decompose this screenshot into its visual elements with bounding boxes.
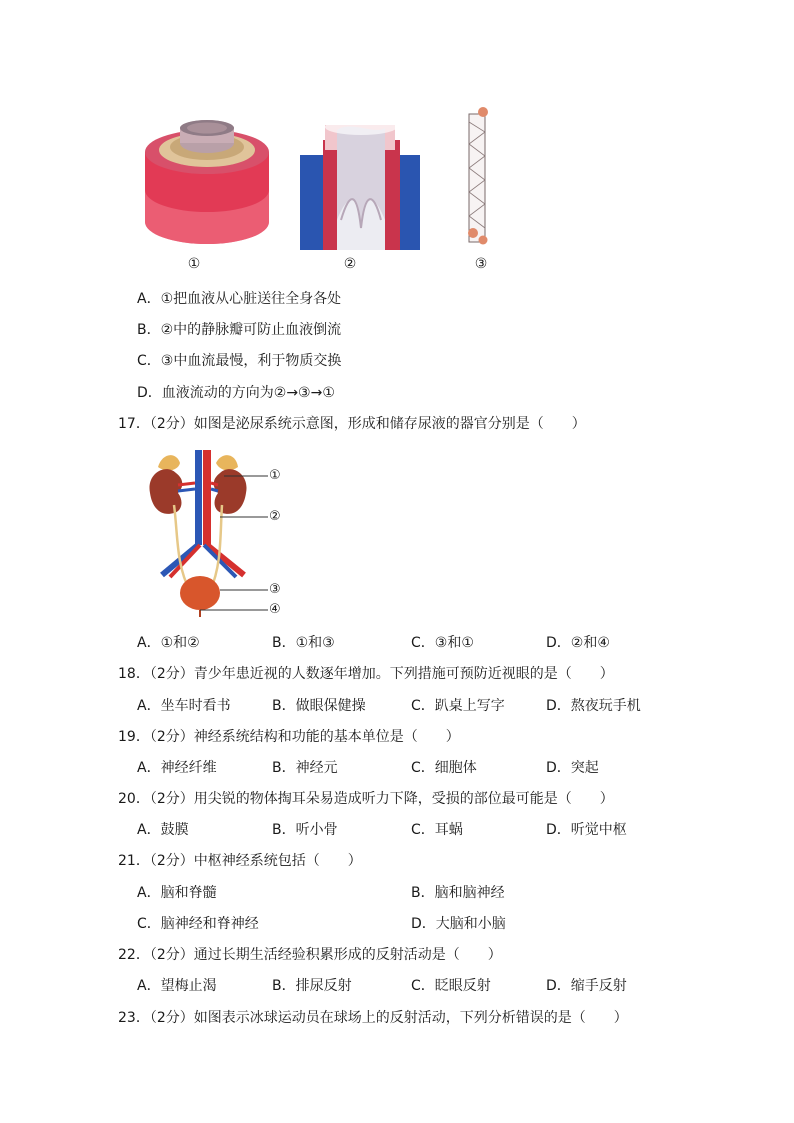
q20-option-d[interactable]: D．听觉中枢	[546, 822, 627, 838]
q19-option-d[interactable]: D．突起	[546, 760, 599, 776]
blood-vessel-drawings	[130, 100, 530, 280]
q21-option-c[interactable]: C．脑神经和脊神经	[137, 916, 259, 932]
q16-option-a[interactable]: A．①把血液从心脏送往全身各处	[137, 291, 342, 307]
q17-stem: 17．（2分）如图是泌尿系统示意图，形成和储存尿液的器官分别是（ ）	[118, 416, 586, 432]
q21-option-b[interactable]: B．脑和脑神经	[411, 885, 505, 901]
urinary-label-3: ③	[269, 582, 281, 597]
urinary-label-4: ④	[269, 602, 281, 617]
q21-option-d[interactable]: D．大脑和小脑	[411, 916, 506, 932]
q20-stem: 20．（2分）用尖锐的物体掏耳朵易造成听力下降，受损的部位最可能是（ ）	[118, 791, 614, 807]
q18-stem: 18．（2分）青少年患近视的人数逐年增加。下列措施可预防近视眼的是（ ）	[118, 666, 614, 682]
q16-option-d[interactable]: D．血液流动的方向为②→③→①	[137, 385, 335, 401]
capillary-illustration	[468, 107, 488, 245]
q22-option-d[interactable]: D．缩手反射	[546, 978, 627, 994]
q19-stem: 19．（2分）神经系统结构和功能的基本单位是（ ）	[118, 729, 460, 745]
q22-option-c[interactable]: C．眨眼反射	[411, 978, 491, 994]
artery-illustration	[145, 120, 269, 244]
q20-option-a[interactable]: A．鼓膜	[137, 822, 189, 838]
q17-option-d[interactable]: D．②和④	[546, 635, 610, 651]
q19-option-a[interactable]: A．神经纤维	[137, 760, 217, 776]
q19-option-b[interactable]: B．神经元	[272, 760, 338, 776]
q18-option-a[interactable]: A．坐车时看书	[137, 698, 231, 714]
q18-option-b[interactable]: B．做眼保健操	[272, 698, 366, 714]
q21-stem: 21．（2分）中枢神经系统包括（ ）	[118, 853, 362, 869]
q22-stem: 22．（2分）通过长期生活经验积累形成的反射活动是（ ）	[118, 947, 502, 963]
q16-option-c[interactable]: C．③中血流最慢，利于物质交换	[137, 353, 342, 369]
q20-option-b[interactable]: B．听小骨	[272, 822, 338, 838]
q20-option-c[interactable]: C．耳蜗	[411, 822, 463, 838]
q17-option-a[interactable]: A．①和②	[137, 635, 200, 651]
vein-illustration	[300, 119, 420, 250]
blood-vessel-figure	[130, 100, 530, 280]
q17-option-c[interactable]: C．③和①	[411, 635, 474, 651]
q18-option-d[interactable]: D．熬夜玩手机	[546, 698, 641, 714]
q22-option-a[interactable]: A．望梅止渴	[137, 978, 217, 994]
q18-option-c[interactable]: C．趴桌上写字	[411, 698, 505, 714]
q17-option-b[interactable]: B．①和③	[272, 635, 335, 651]
q21-option-a[interactable]: A．脑和脊髓	[137, 885, 217, 901]
urinary-label-1: ①	[269, 468, 281, 483]
vein-label: ②	[343, 256, 357, 272]
q23-stem: 23．（2分）如图表示冰球运动员在球场上的反射活动，下列分析错误的是（ ）	[118, 1010, 628, 1026]
capillary-label: ③	[474, 256, 488, 272]
q16-option-b[interactable]: B．②中的静脉瓣可防止血液倒流	[137, 322, 342, 338]
q22-option-b[interactable]: B．排尿反射	[272, 978, 352, 994]
artery-label: ①	[187, 256, 201, 272]
q19-option-c[interactable]: C．细胞体	[411, 760, 477, 776]
urinary-label-2: ②	[269, 509, 281, 524]
urinary-system-figure	[140, 445, 300, 620]
